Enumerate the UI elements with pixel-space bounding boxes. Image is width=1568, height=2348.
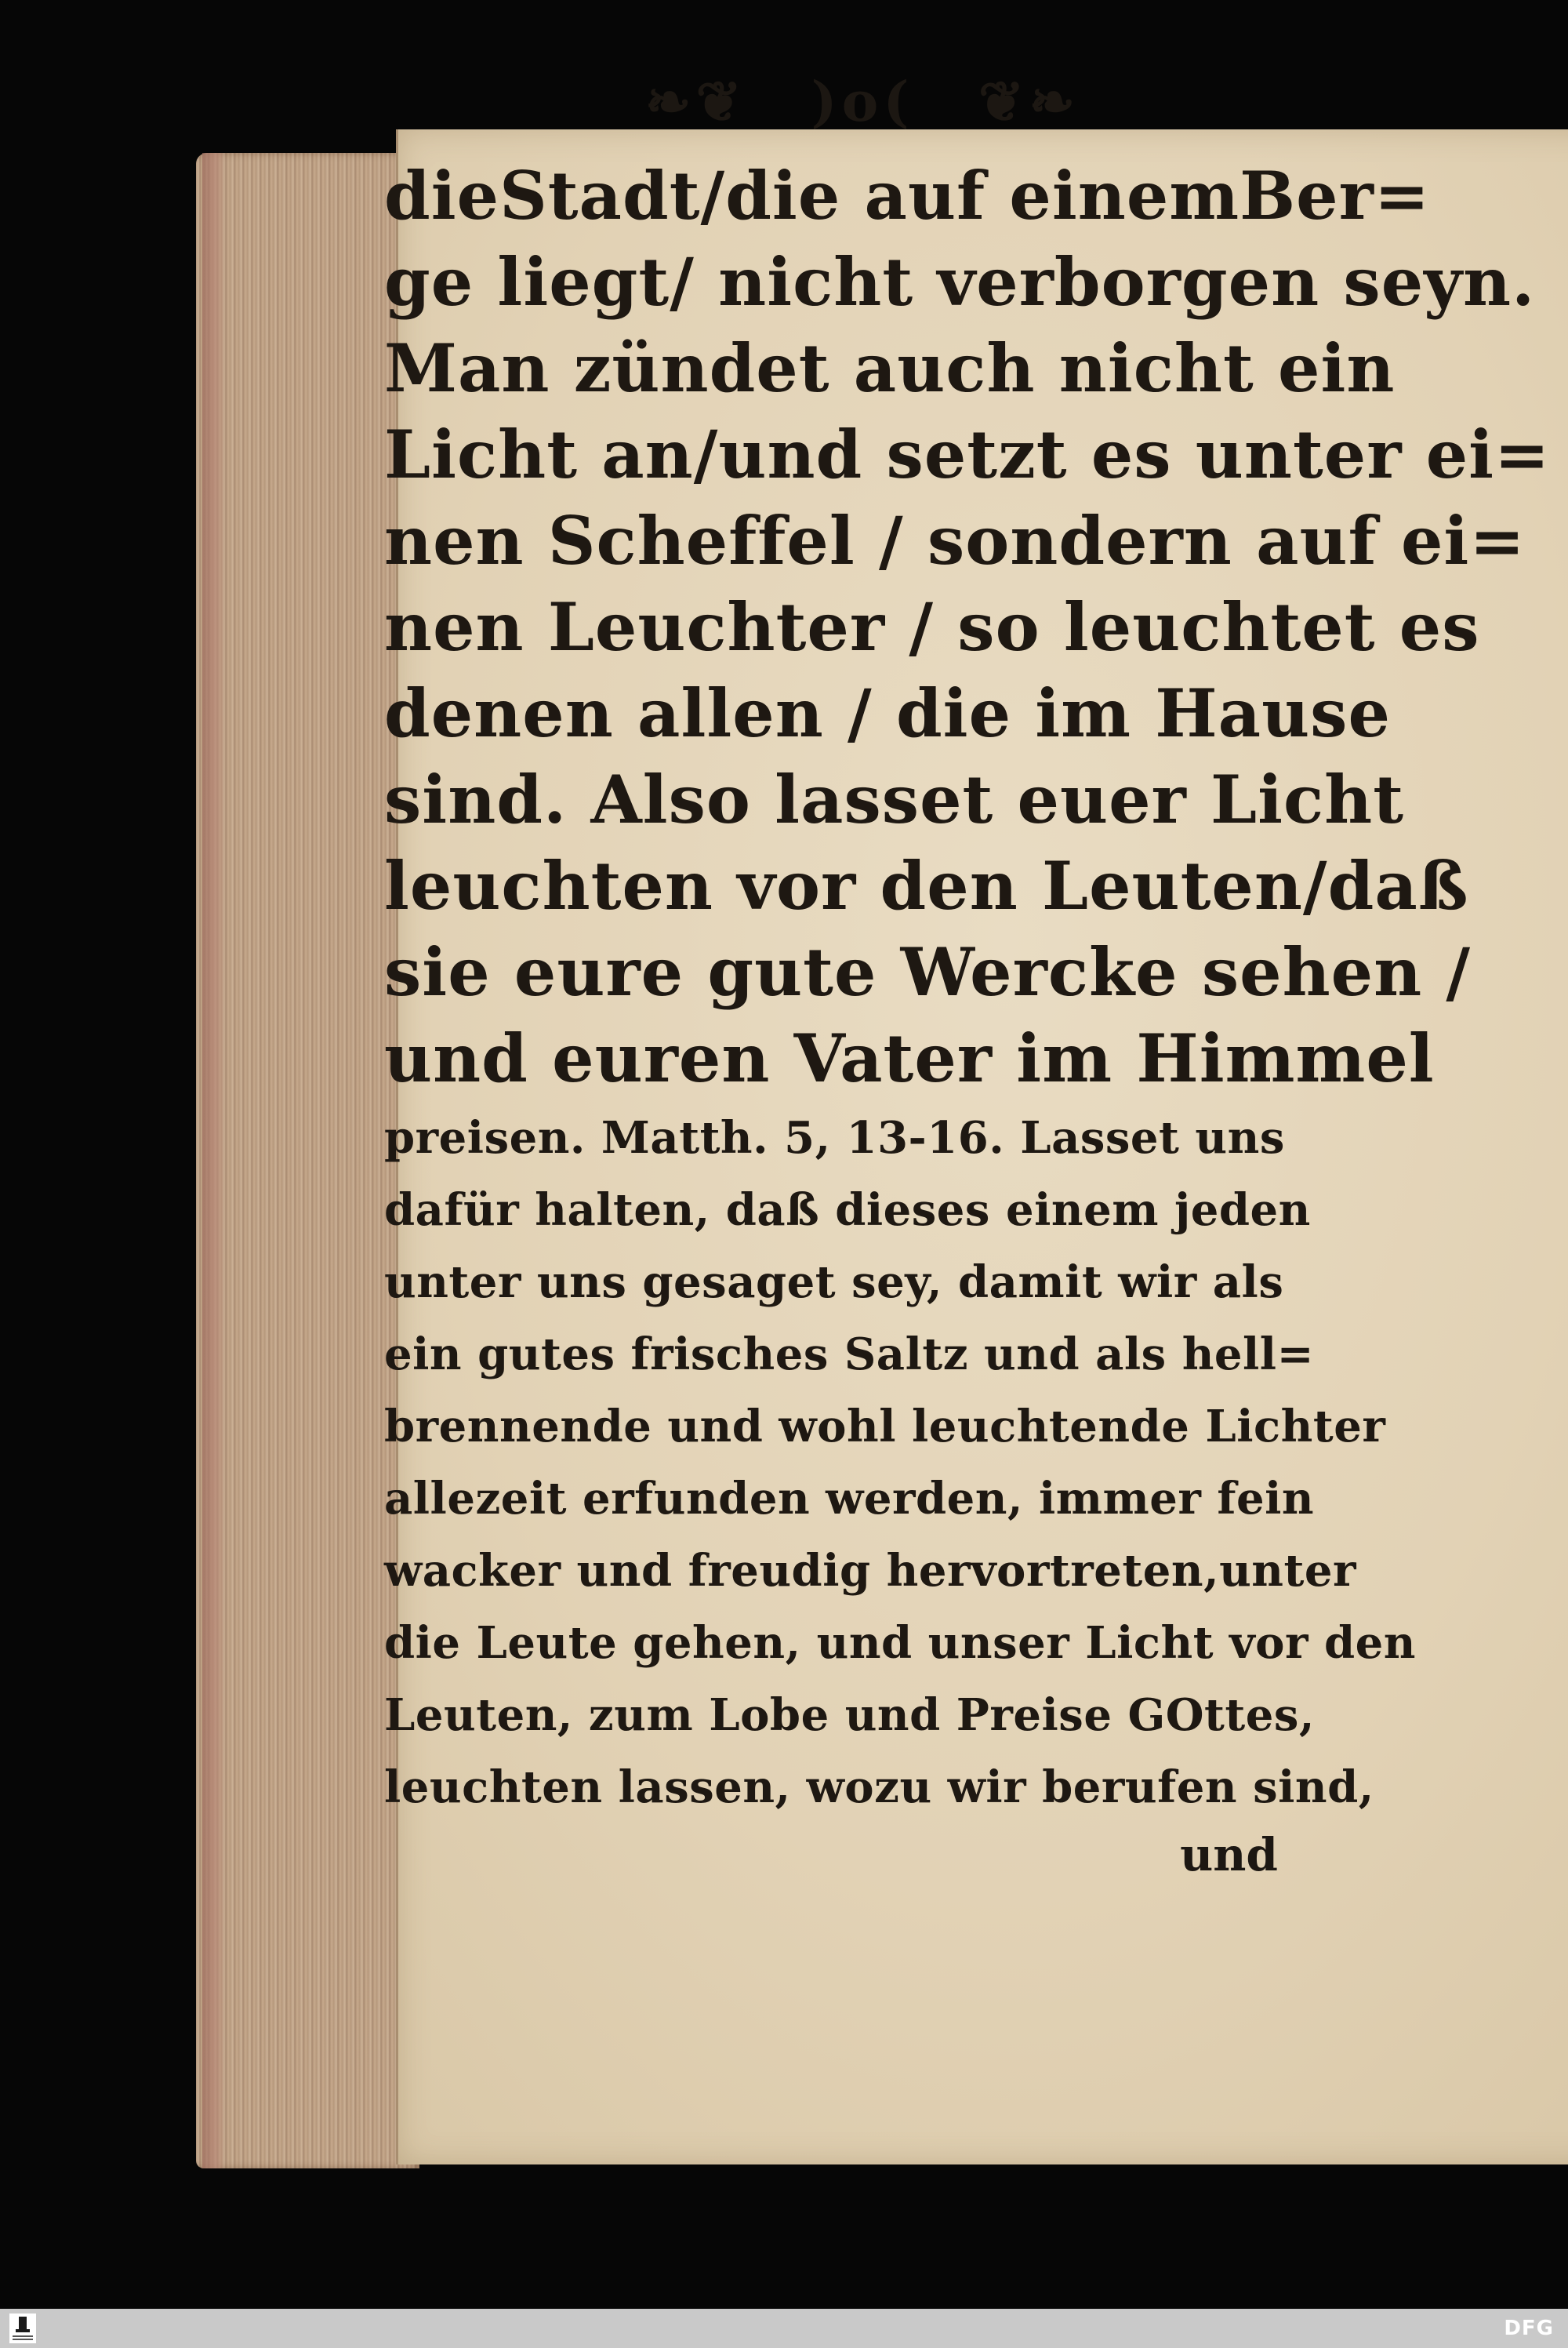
text-line: dafür halten, daß dieses einem jeden (384, 1184, 1311, 1236)
text-line: Man zündet auch nicht ein (384, 329, 1396, 407)
text-line: unter uns gesaget sey, damit wir als (384, 1256, 1284, 1308)
text-block (384, 59, 1551, 1886)
library-logo-icon (9, 2313, 36, 2343)
text-line: nen Scheffel / sondern auf ei= (384, 502, 1526, 580)
ornament-right: ❦❧ (978, 69, 1080, 134)
text-line: preisen. Matth. 5, 13-16. Lasset uns (384, 1112, 1285, 1164)
text-line: ge liegt/ nicht verborgen seyn. (384, 243, 1536, 321)
text-line: Leuten, zum Lobe und Preise GOttes, (384, 1689, 1315, 1741)
header-ornament (431, 59, 1294, 145)
ornament-left: ❧❦ (644, 69, 747, 134)
text-line: allezeit erfunden werden, immer fein (384, 1473, 1315, 1525)
text-line: denen allen / die im Hause (384, 674, 1391, 752)
ornament-center: )o( (811, 69, 914, 134)
text-line: und euren Vater im Himmel (384, 1020, 1435, 1097)
text-line: nen Leuchter / so leuchtet es (384, 588, 1480, 666)
catchword: und (1180, 1828, 1278, 1881)
text-line: brennende und wohl leuchtende Lichter (384, 1401, 1386, 1452)
text-line: dieStadt/die auf einemBer= (384, 157, 1431, 234)
text-line: die Leute gehen, und unser Licht vor den (384, 1617, 1416, 1669)
text-line: leuchten lassen, wozu wir berufen sind, (384, 1761, 1374, 1813)
dfg-logo: DFG (1504, 2317, 1554, 2340)
text-line: ein gutes frisches Saltz und als hell= (384, 1328, 1315, 1380)
text-line: leuchten vor den Leuten/daß (384, 847, 1469, 925)
viewer-footer-bar (0, 2309, 1568, 2348)
text-line: Licht an/und setzt es unter ei= (384, 416, 1551, 493)
text-line: wacker und freudig hervortreten,unter (384, 1545, 1356, 1597)
text-line: sind. Also lasset euer Licht (384, 761, 1405, 838)
text-line: sie eure gute Wercke sehen / (384, 933, 1472, 1011)
